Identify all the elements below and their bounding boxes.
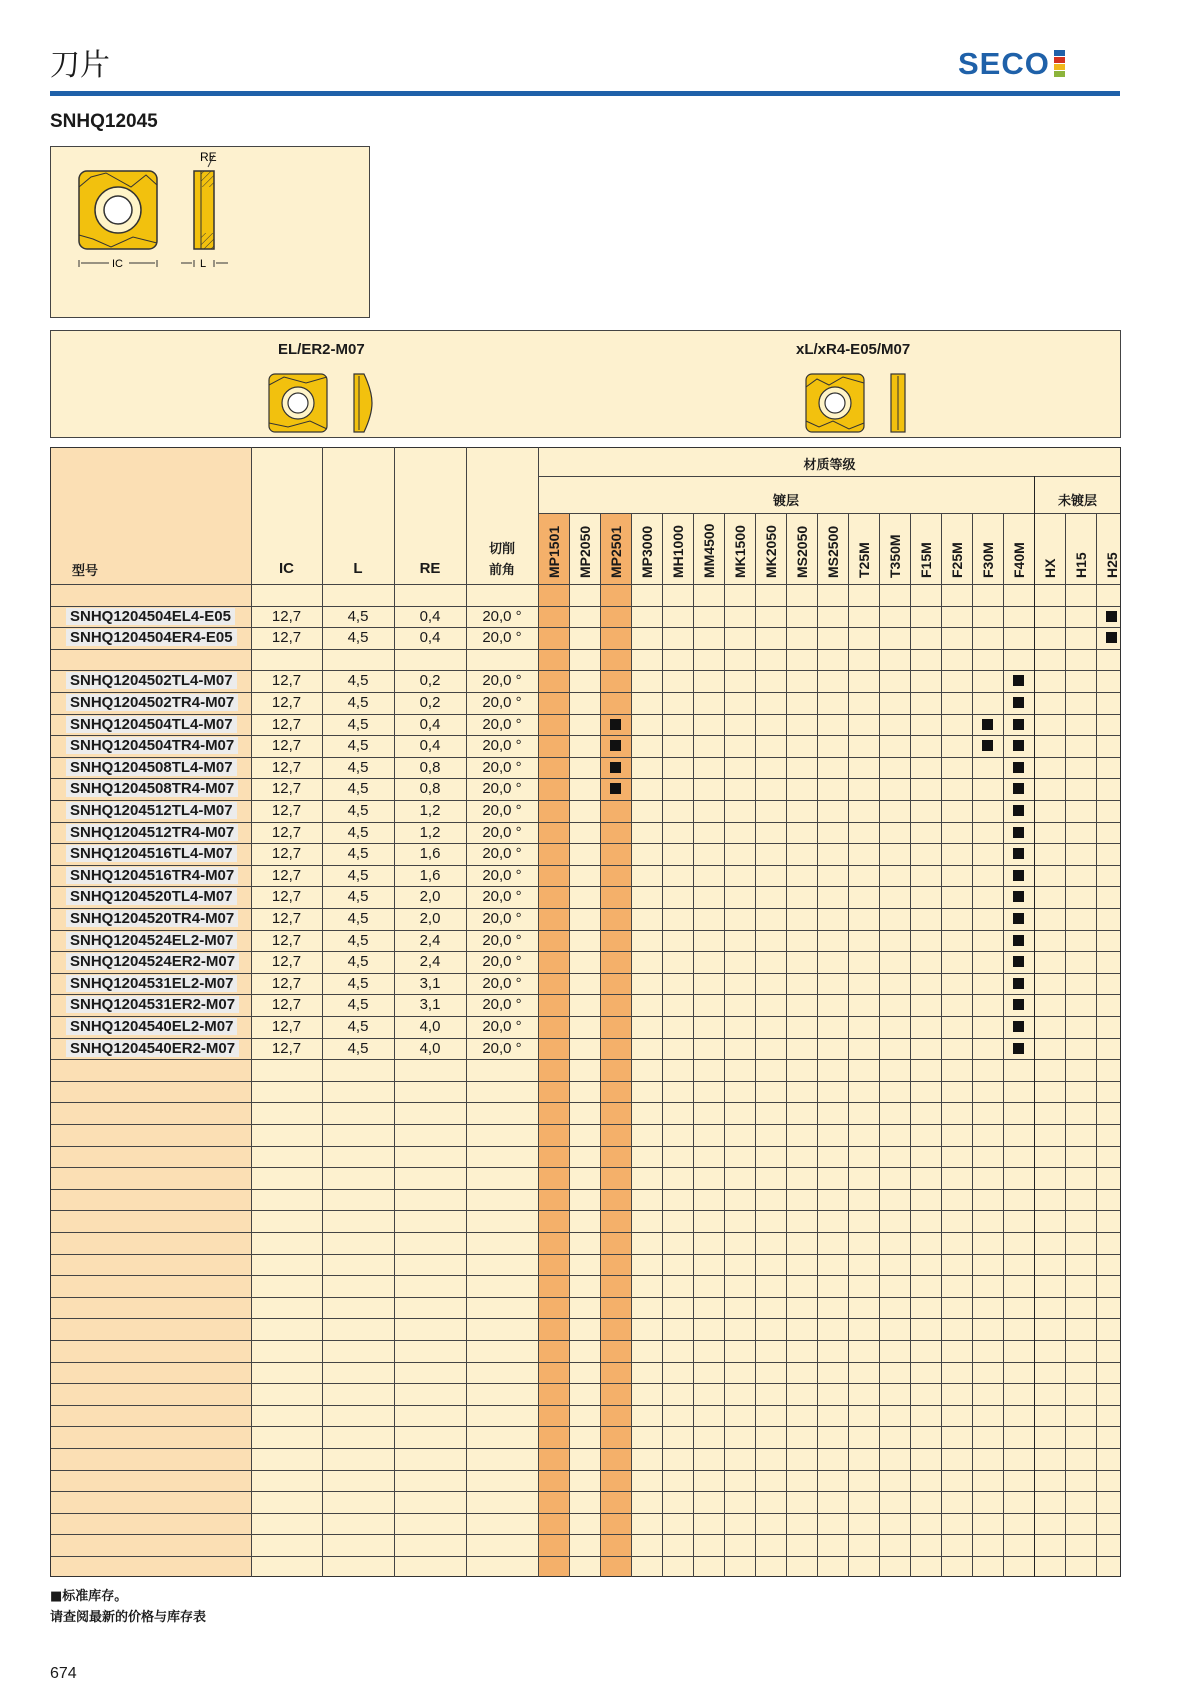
stock-mark [1013, 719, 1024, 730]
grade-column-line [1096, 513, 1097, 1577]
page-title: 刀片 [50, 48, 110, 83]
grade-column-line [879, 513, 880, 1577]
cell-angle: 20,0 ° [482, 629, 522, 647]
stock-mark [1013, 935, 1024, 946]
grade-name: MP3000 [639, 525, 655, 578]
header-coated: 镀层 [772, 494, 799, 509]
model-code: SNHQ1204524ER2-M07 [66, 953, 239, 970]
brand-name: SECO [958, 46, 1050, 81]
grade-name: MP2501 [608, 525, 624, 578]
cell-ic: 12,7 [271, 953, 302, 971]
model-code: SNHQ1204540ER2-M07 [66, 1040, 239, 1057]
cell-ic: 12,7 [271, 737, 302, 755]
cell-ic: 12,7 [271, 694, 302, 711]
cell-ic: 12,7 [271, 823, 302, 841]
cell-ic: 12,7 [271, 672, 302, 690]
stock-mark [1013, 891, 1024, 902]
model-code: SNHQ1204516TR4-M07 [66, 867, 238, 884]
model-code: SNHQ1204504EL4-E05 [66, 608, 235, 625]
grade-column-line [1003, 513, 1004, 1577]
cell-re: 0,2 [419, 694, 441, 711]
cell-l: 4,5 [347, 823, 369, 841]
grade-column-line [662, 513, 663, 1577]
stock-mark [1013, 675, 1024, 686]
cell-angle: 20,0 ° [482, 974, 522, 992]
stock-mark [982, 719, 993, 730]
cell-angle: 20,0 ° [482, 931, 522, 949]
cell-l: 4,5 [347, 1039, 369, 1057]
re-label: RE [200, 150, 217, 164]
cell-re: 2,0 [419, 888, 441, 906]
grade-name: MK1500 [732, 525, 748, 578]
cell-re: 4,0 [419, 1039, 441, 1057]
stock-mark [1013, 1021, 1024, 1032]
page-number: 674 [50, 1665, 77, 1682]
cell-angle: 20,0 ° [482, 694, 522, 711]
cell-l: 4,5 [347, 694, 369, 711]
cell-l: 4,5 [347, 629, 369, 647]
grade-column-line [755, 513, 756, 1577]
price-note: 请查阅最新的价格与库存表 [50, 1610, 207, 1625]
cell-l: 4,5 [347, 607, 369, 625]
cell-angle: 20,0 ° [482, 866, 522, 884]
grade-name: F40M [1011, 542, 1027, 578]
stock-mark [610, 762, 621, 773]
cell-angle: 20,0 ° [482, 996, 522, 1014]
column-line [538, 447, 539, 1577]
cell-re: 4,0 [419, 1018, 441, 1035]
cell-ic: 12,7 [271, 866, 302, 884]
cell-l: 4,5 [347, 888, 369, 906]
header-uncoated: 未镀层 [1057, 494, 1097, 509]
model-code: SNHQ1204516TL4-M07 [66, 845, 237, 862]
cell-l: 4,5 [347, 953, 369, 971]
cell-angle: 20,0 ° [482, 888, 522, 906]
stock-mark [1013, 740, 1024, 751]
grade-name: MS2500 [825, 525, 841, 578]
cell-angle: 20,0 ° [482, 737, 522, 755]
stock-mark [1013, 827, 1024, 838]
cell-ic: 12,7 [271, 974, 302, 992]
header-rule [50, 91, 1120, 96]
cell-ic: 12,7 [271, 715, 302, 733]
header-re: RE [419, 560, 441, 577]
cell-l: 4,5 [347, 737, 369, 755]
cell-ic: 12,7 [271, 780, 302, 798]
grade-name: T350M [887, 534, 903, 578]
grade-column-line [972, 513, 973, 1577]
model-code: SNHQ1204504TR4-M07 [66, 737, 238, 754]
brand-mark-icon [1054, 50, 1065, 78]
stock-mark [1106, 632, 1117, 643]
insert-variant-xl-icon [803, 371, 923, 435]
cell-re: 1,2 [419, 802, 441, 819]
cell-l: 4,5 [347, 672, 369, 690]
cell-re: 1,2 [419, 823, 441, 841]
cell-ic: 12,7 [271, 996, 302, 1014]
stock-legend: ■标准库存。 [50, 1589, 128, 1604]
cell-angle: 20,0 ° [482, 1039, 522, 1057]
cell-l: 4,5 [347, 845, 369, 863]
grade-name: MS2050 [794, 525, 810, 578]
cell-angle: 20,0 ° [482, 845, 522, 863]
grade-column-line [600, 513, 601, 1577]
stock-mark [1013, 848, 1024, 859]
cell-re: 0,8 [419, 758, 441, 776]
ic-label: IC [112, 258, 123, 270]
cell-re: 0,2 [419, 672, 441, 690]
cell-ic: 12,7 [271, 910, 302, 927]
cell-l: 4,5 [347, 715, 369, 733]
insert-diagram [50, 146, 370, 318]
header-angle: 切削 [488, 542, 515, 557]
model-code: SNHQ1204504ER4-E05 [66, 629, 237, 646]
header-l: L [353, 560, 363, 577]
cell-ic: 12,7 [271, 758, 302, 776]
cell-angle: 20,0 ° [482, 607, 522, 625]
model-code: SNHQ1204508TL4-M07 [66, 759, 237, 776]
cell-angle: 20,0 ° [482, 802, 522, 819]
cell-ic: 12,7 [271, 802, 302, 819]
cell-angle: 20,0 ° [482, 715, 522, 733]
insert-variant-el-icon [266, 371, 396, 435]
model-code: SNHQ1204504TL4-M07 [66, 716, 237, 733]
cell-re: 0,8 [419, 780, 441, 798]
l-label: L [200, 258, 207, 270]
grade-name: MP1501 [546, 525, 562, 578]
cell-re: 0,4 [419, 737, 441, 755]
cell-re: 0,4 [419, 607, 441, 625]
stock-mark [1013, 783, 1024, 794]
grade-name: F25M [949, 542, 965, 578]
cell-re: 0,4 [419, 715, 441, 733]
grade-column-line [786, 513, 787, 1577]
grade-column-line [693, 513, 694, 1577]
cell-re: 2,0 [419, 910, 441, 927]
variant-label: xL/xR4-E05/M07 [796, 341, 911, 358]
seco-logo [958, 46, 1065, 82]
grade-name: MK2050 [763, 525, 779, 578]
stock-mark [1013, 805, 1024, 816]
header-grade-group: 材质等级 [803, 458, 856, 473]
cell-re: 2,4 [419, 931, 441, 949]
cell-angle: 20,0 ° [482, 953, 522, 971]
model-code: SNHQ1204531ER2-M07 [66, 996, 239, 1013]
grade-name: F30M [980, 542, 996, 578]
cell-ic: 12,7 [271, 931, 302, 949]
stock-mark [982, 740, 993, 751]
grade-column-line [1034, 476, 1035, 1577]
stock-mark [1013, 978, 1024, 989]
stock-mark [1013, 697, 1024, 708]
cell-l: 4,5 [347, 758, 369, 776]
grade-column-line [848, 513, 849, 1577]
cell-re: 1,6 [419, 866, 441, 884]
cell-l: 4,5 [347, 996, 369, 1014]
grade-name: MM4500 [701, 523, 717, 578]
stock-mark [1013, 762, 1024, 773]
variant-panel [50, 330, 1121, 438]
cell-angle: 20,0 ° [482, 672, 522, 690]
header-ic: IC [279, 560, 294, 577]
stock-mark [610, 740, 621, 751]
cell-l: 4,5 [347, 931, 369, 949]
cell-re: 3,1 [419, 996, 441, 1014]
grade-name: F15M [918, 542, 934, 578]
grade-column-line [631, 513, 632, 1577]
stock-mark [1013, 913, 1024, 924]
grade-name: H25 [1104, 552, 1120, 578]
cell-re: 1,6 [419, 845, 441, 863]
cell-angle: 20,0 ° [482, 780, 522, 798]
stock-mark [610, 719, 621, 730]
model-code: SNHQ1204524EL2-M07 [66, 932, 237, 949]
insert-drawing-icon [51, 147, 369, 317]
cell-ic: 12,7 [271, 888, 302, 906]
cell-ic: 12,7 [271, 1039, 302, 1057]
cell-ic: 12,7 [271, 607, 302, 625]
stock-mark [610, 783, 621, 794]
model-code: SNHQ1204508TR4-M07 [66, 780, 238, 797]
cell-angle: 20,0 ° [482, 910, 522, 927]
header-angle: 前角 [488, 563, 515, 578]
cell-l: 4,5 [347, 974, 369, 992]
grade-name: T25M [856, 542, 872, 578]
cell-l: 4,5 [347, 910, 369, 927]
grade-column-line [941, 513, 942, 1577]
cell-l: 4,5 [347, 1018, 369, 1035]
cell-re: 0,4 [419, 629, 441, 647]
cell-re: 2,4 [419, 953, 441, 971]
grade-name: MH1000 [670, 525, 686, 578]
stock-mark [1106, 611, 1117, 622]
stock-mark [1013, 1043, 1024, 1054]
cell-angle: 20,0 ° [482, 823, 522, 841]
cell-angle: 20,0 ° [482, 758, 522, 776]
header-model: 型号 [72, 564, 99, 579]
product-code: SNHQ12045 [50, 111, 158, 132]
model-code: SNHQ1204512TL4-M07 [66, 802, 237, 819]
grade-name: HX [1042, 558, 1058, 578]
cell-ic: 12,7 [271, 845, 302, 863]
cell-re: 3,1 [419, 974, 441, 992]
model-code: SNHQ1204502TL4-M07 [66, 672, 237, 689]
grade-column-line [569, 513, 570, 1577]
stock-mark [1013, 956, 1024, 967]
model-code: SNHQ1204502TR4-M07 [66, 694, 238, 711]
model-code: SNHQ1204520TR4-M07 [66, 910, 238, 927]
model-code: SNHQ1204520TL4-M07 [66, 888, 237, 905]
grade-name: H15 [1073, 552, 1089, 578]
cell-l: 4,5 [347, 780, 369, 798]
cell-l: 4,5 [347, 802, 369, 819]
cell-angle: 20,0 ° [482, 1018, 522, 1035]
model-code: SNHQ1204531EL2-M07 [66, 975, 237, 992]
grade-column-line [1065, 513, 1066, 1577]
stock-mark [1013, 999, 1024, 1010]
cell-l: 4,5 [347, 866, 369, 884]
grade-name: MP2050 [577, 525, 593, 578]
grade-column-line [817, 513, 818, 1577]
grade-column-line [910, 513, 911, 1577]
variant-label: EL/ER2-M07 [278, 341, 365, 358]
cell-ic: 12,7 [271, 1018, 302, 1035]
grade-column-line [724, 513, 725, 1577]
cell-ic: 12,7 [271, 629, 302, 647]
model-code: SNHQ1204512TR4-M07 [66, 824, 238, 841]
stock-mark [1013, 870, 1024, 881]
model-code: SNHQ1204540EL2-M07 [66, 1018, 237, 1035]
